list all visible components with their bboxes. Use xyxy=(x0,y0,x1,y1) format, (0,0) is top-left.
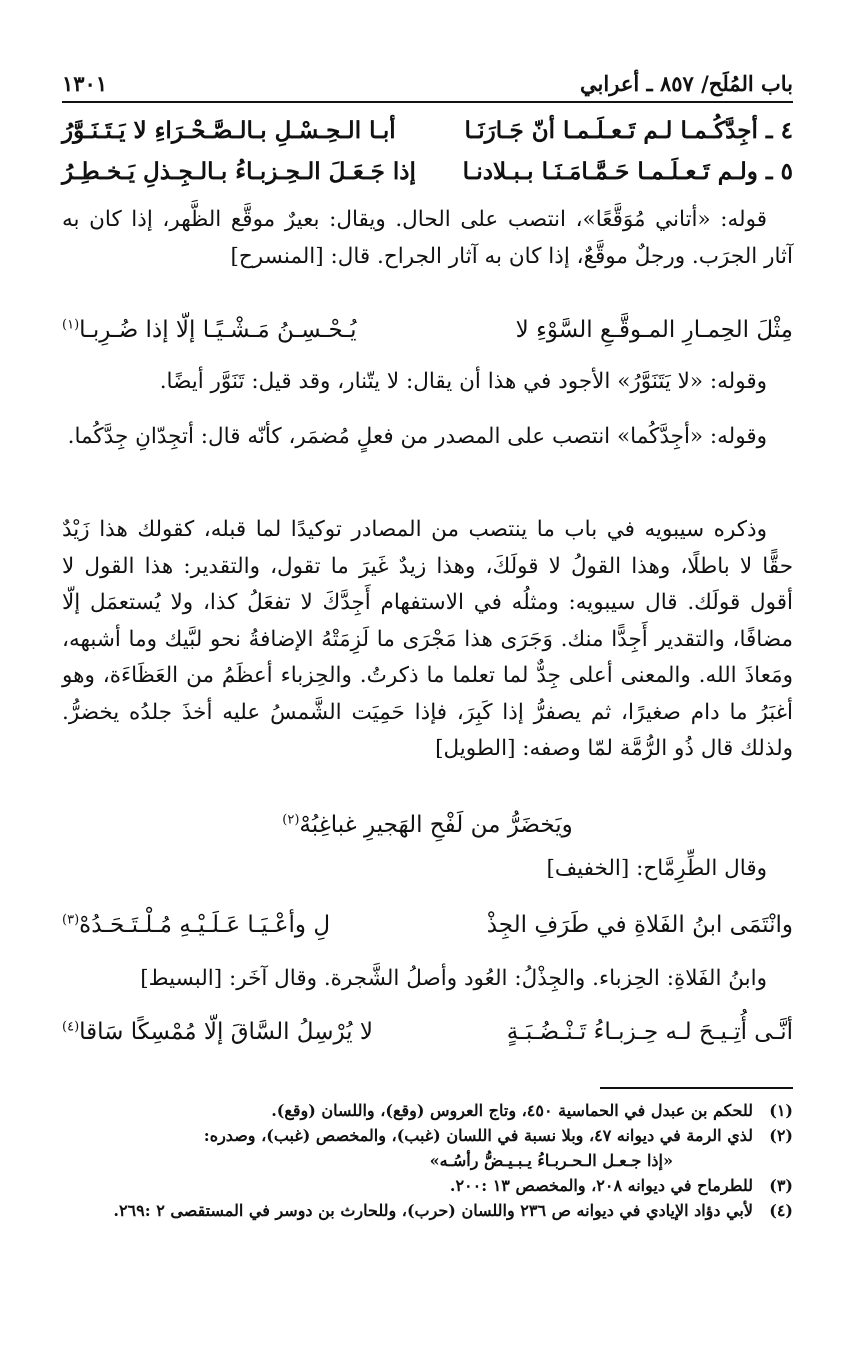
verse-hemistich-2: إذا جَـعَـلَ الـحِـزبـاءُ بـالـجِـذلِ يَـخـطِـرُ xyxy=(62,157,416,185)
verse-hemistich-2: لا يُرْسِلُ السَّاقَ إلّا مُمْسِكًا سَاقا$^{(٤)}$ xyxy=(62,1019,373,1045)
verse-4 xyxy=(62,112,793,148)
verse-hemistich-2: لِ وأعْـيَـا عَـلَـيْـهِ مُـلْـتَـحَـدُهْ$^{(٣)}$ xyxy=(62,912,331,938)
verse-number: ٤ ـ xyxy=(765,116,793,144)
footnote-text: للطرماح في ديوانه ٢٠٨، والمخصص ١٣ :٢٠٠. xyxy=(449,1176,753,1195)
verse-5 xyxy=(62,153,793,189)
footnote-item xyxy=(62,1098,793,1123)
verse-hemistich-1: أنَّـى أُتِـيـحَ لـه حِـزبـاءُ تَـنْـضُـبَـةٍ xyxy=(506,1019,793,1045)
verse-munsarih xyxy=(62,310,793,350)
footnote-ref: (٤) xyxy=(62,1019,80,1035)
page-number: ١٣٠١ xyxy=(62,71,108,96)
header-title: باب المُلَح/ ٨٥٧ ـ أعرابي xyxy=(580,71,793,96)
footnote-ref: (١) xyxy=(62,317,80,333)
verse-hemistich-1: ٤ ـ أجِدَّكُـمـا لـم تَـعـلَـمـا أنّ جَـارَنَـا xyxy=(464,116,793,144)
paragraph-1: قوله: «أتاني مُوَقَّعًا»، انتصب على الحال. ويقال: بعيرٌ موقَّع الظَّهر، إذا كان به آثار الجرَب. ورجلٌ موقَّعٌ، إذا كان به آثار الجراح. قال: [المنسرح] xyxy=(62,207,793,269)
footnote-item xyxy=(62,1198,793,1223)
verse-hemistich-2: أبـا الـحِـسْـلِ بـالـصَّـحْـرَاءِ لا يَـتَـنَـوَّرُ xyxy=(62,116,396,144)
header-rule xyxy=(62,101,793,103)
footnote-number: (٣) xyxy=(769,1176,793,1195)
footnote-item xyxy=(62,1123,793,1148)
footnote-number: (١) xyxy=(769,1101,793,1120)
verse-hemistich-2: يُـحْـسِـنُ مَـشْـيًـا إلّا إذا ضُـرِبـا$^{(١)}$ xyxy=(62,317,357,343)
verse-text: ويَخضَرُّ من لَفْحِ الهَجيرِ غباغِبُهْ$^{(٢)}$ xyxy=(282,812,573,838)
paragraph-4: وذكره سيبويه في باب ما ينتصب من المصادر توكيدًا لما قبله، كقولك هذا زَيْدٌ حقًّا لا باطلًا، وهذا القولُ لا قولَكَ، وهذا زيدٌ غَيرَ ما تقول، والتقدير: هذا القول لا أقول قولَك. قال سيبويه: ومثلُه في الاستفهام أَجِدَّكَ لا تفعَلُ كذا، ولا يُستعمَل إلّا مضافًا، والتقدير أَجِدًّا منك. وَجَرَى هذا مَجْرَى ما لَزِمَتْهُ الإضافةُ نحو لبَّيك وما أشبهه، ومَعاذَ الله. والمعنى أعلى جِدٌّ لما تعلما ما ذكرتُ. والحِزباء أعظَمُ من العَظَاءَة، وهو أغبَرُ ما دام صغيرًا، ثم يصفرُّ إذا كَبِرَ، فإذا حَمِيَت الشَّمسُ عليه أخذَ جلدُه يخضرُّ. ولذلك قال ذُو الرُّمَّة لمّا وصفه: [الطويل] xyxy=(62,517,793,761)
paragraph-ibn-alfalah: وابنُ الفَلاةِ: الحِزباء. والجِذْلُ: العُود وأصلُ الشَّجرة. وقال آخَر: [البسيط] xyxy=(140,966,767,991)
verse-number: ٥ ـ xyxy=(765,157,793,185)
footnote-ref: (٢) xyxy=(282,812,300,828)
footnote-number: (٤) xyxy=(769,1201,793,1220)
verse-basit xyxy=(62,1012,793,1052)
footnote-quote: «إذا جـعـل الـحـربـاءُ يـبـيـضُّ رأسُـه» xyxy=(429,1151,673,1170)
footnote-text: لذي الرمة في ديوانه ٤٧، وبلا نسبة في اللسان (غبب)، والمخصص (غبب)، وصدره: xyxy=(203,1126,753,1145)
verse-hemistich-1: مِثْلَ الحِمـارِ المـوقَّـعِ السَّوْءِ لا xyxy=(515,317,793,343)
footnote-number: (٢) xyxy=(769,1126,793,1145)
footnote-rule xyxy=(600,1087,793,1089)
paragraph-3: وقوله: «أجِدَّكُما» انتصب على المصدر من فعلٍ مُضمَر، كأنّه قال: أتجِدّانِ جِدَّكُما. xyxy=(67,424,767,449)
verse-hemistich-1: وانْتَمَى ابنُ الفَلاةِ في طَرَفِ الجِذْ xyxy=(486,912,793,938)
running-header xyxy=(62,62,793,96)
footnote-ref: (٣) xyxy=(62,912,80,928)
paragraph-tirimmah: وقال الطِّرِمَّاح: [الخفيف] xyxy=(546,856,767,881)
verse-khafif xyxy=(62,905,793,945)
verse-hemistich-1: ٥ ـ ولـم تَـعـلَـمـا حَـمَّـامَـنَـا بـبـلادنـا xyxy=(462,157,793,185)
paragraph-2: وقوله: «لا يَتَنَوَّرُ» الأجود في هذا أن يقال: لا يتّنار، وقد قيل: تَنَوَّر أيضًا. xyxy=(159,369,767,394)
footnote-text: للحكم بن عبدل في الحماسية ٤٥٠، وتاج العروس (وقع)، واللسان (وقع). xyxy=(271,1101,753,1120)
footnote-item xyxy=(62,1173,793,1198)
footnote-text: لأبي دؤاد الإيادي في ديوانه ص ٢٣٦ واللسان (حرب)، وللحارث بن دوسر في المستقصى ٢ :٢٦٩. xyxy=(113,1201,753,1220)
verse-tawil xyxy=(62,805,793,845)
footnotes xyxy=(62,1098,793,1223)
